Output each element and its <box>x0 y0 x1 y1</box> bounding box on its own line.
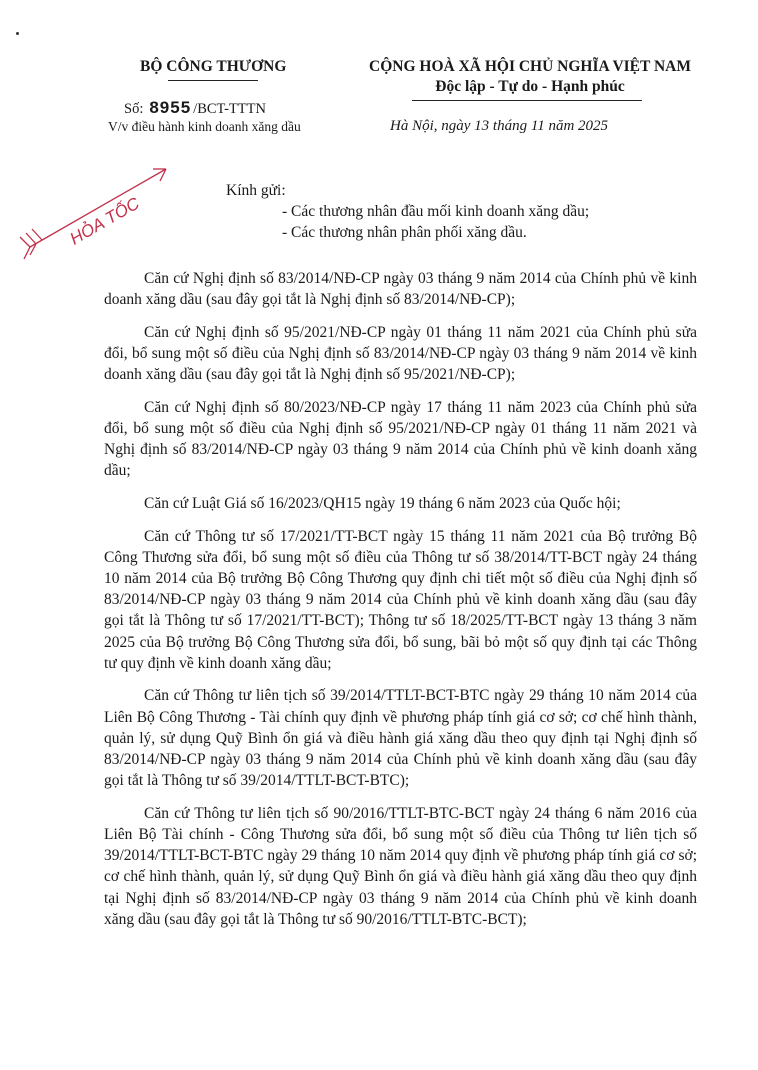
urgent-arrow-stamp-icon <box>16 155 186 265</box>
date-place: Hà Nội, ngày 13 tháng 11 năm 2025 <box>390 118 609 134</box>
national-motto: Độc lập - Tự do - Hạnh phúc <box>435 78 625 95</box>
recipient-item: - Các thương nhân đầu mối kinh doanh xăng dầu; <box>282 203 590 220</box>
legal-basis-paragraph: Căn cứ Thông tư liên tịch số 39/2014/TTLT-BCT-BTC ngày 29 tháng 10 năm 2014 của Liên Bộ Công Thương - Tài chính quy định về phương pháp tính giá cơ sở; cơ chế hình thành, quản lý, sử dụng Quỹ Bình ổn giá và điều hành giá xăng dầu theo quy định tại Nghị định số 83/2014/NĐ-CP ngày 03 tháng 9 năm 2014 của Chính phủ về kinh doanh xăng dầu (sau đây gọi tắt là Thông tư số 39/2014/TTLT-BCT-BTC); <box>104 687 697 790</box>
recipient-item: - Các thương nhân phân phối xăng dầu. <box>282 224 527 241</box>
doc-number-prefix: Số: <box>124 101 144 117</box>
kinh-gui-label: Kính gửi: <box>226 182 286 199</box>
stamp-text: HỎA TỐC <box>66 193 143 249</box>
scan-speck <box>16 32 19 35</box>
document-number <box>124 98 266 118</box>
issuing-agency: BỘ CÔNG THƯƠNG <box>140 58 287 75</box>
agency-underline <box>168 80 258 81</box>
doc-number-suffix: /BCT-TTTN <box>193 101 266 117</box>
legal-basis-paragraph: Căn cứ Nghị định số 95/2021/NĐ-CP ngày 01 tháng 11 năm 2021 của Chính phủ sửa đổi, bổ sung một số điều của Nghị định số 83/2014/NĐ-CP ngày 03 tháng 9 năm 2014 về kinh doanh xăng dầu (sau đây gọi tắt là Nghị định số 95/2021/NĐ-CP); <box>104 323 697 384</box>
legal-basis-paragraph: Căn cứ Thông tư số 17/2021/TT-BCT ngày 15 tháng 11 năm 2021 của Bộ trưởng Bộ Công Thương sửa đổi, bổ sung một số điều của Thông tư số 38/2014/TT-BCT ngày 24 tháng 10 năm 2014 của Bộ trưởng Bộ Công Thương quy định chi tiết một số điều của Nghị định số 83/2014/NĐ-CP ngày 03 tháng 9 năm 2014 của Chính phủ về kinh doanh xăng dầu (sau đây gọi tắt là Thông tư số 17/2021/TT-BCT); Thông tư số 18/2025/TT-BCT ngày 13 tháng 3 năm 2025 của Bộ trưởng Bộ Công Thương sửa đổi, bổ sung, bãi bỏ một số quy định tại các Thông tư quy định về kinh doanh xăng dầu; <box>104 527 697 672</box>
doc-number-handwritten: 8955 <box>149 98 192 117</box>
legal-basis-paragraph: Căn cứ Nghị định số 83/2014/NĐ-CP ngày 03 tháng 9 năm 2014 của Chính phủ về kinh doanh xăng dầu (sau đây gọi tắt là Nghị định số 83/2014/NĐ-CP); <box>104 270 697 309</box>
legal-basis-paragraph: Căn cứ Luật Giá số 16/2023/QH15 ngày 19 tháng 6 năm 2023 của Quốc hội; <box>144 495 621 512</box>
legal-basis-paragraph: Căn cứ Thông tư liên tịch số 90/2016/TTLT-BTC-BCT ngày 24 tháng 6 năm 2016 của Liên Bộ Tài chính - Công Thương sửa đổi, bổ sung một số điều của Thông tư liên tịch số 39/2014/TTLT-BCT-BTC ngày 29 tháng 10 năm 2014 quy định về phương pháp tính giá cơ sở; cơ chế hình thành, quản lý, sử dụng Quỹ Bình ổn giá và điều hành giá xăng dầu theo quy định tại Nghị định số 83/2014/NĐ-CP ngày 03 tháng 9 năm 2014 của Chính phủ về kinh doanh xăng dầu (sau đây gọi tắt là Thông tư số 90/2016/TTLT-BTC-BCT); <box>104 804 697 928</box>
document-body <box>104 268 697 941</box>
motto-underline <box>412 100 642 101</box>
document-subject: V/v điều hành kinh doanh xăng dầu <box>108 119 301 134</box>
legal-basis-paragraph: Căn cứ Nghị định số 80/2023/NĐ-CP ngày 17 tháng 11 năm 2023 của Chính phủ sửa đổi, bổ sung một số điều của Nghị định số 95/2021/NĐ-CP ngày 01 tháng 11 năm 2021 và Nghị định số 83/2014/NĐ-CP ngày 03 tháng 9 năm 2014 của Chính phủ về kinh doanh xăng dầu; <box>104 398 697 480</box>
national-title: CỘNG HOÀ XÃ HỘI CHỦ NGHĨA VIỆT NAM <box>369 58 691 75</box>
